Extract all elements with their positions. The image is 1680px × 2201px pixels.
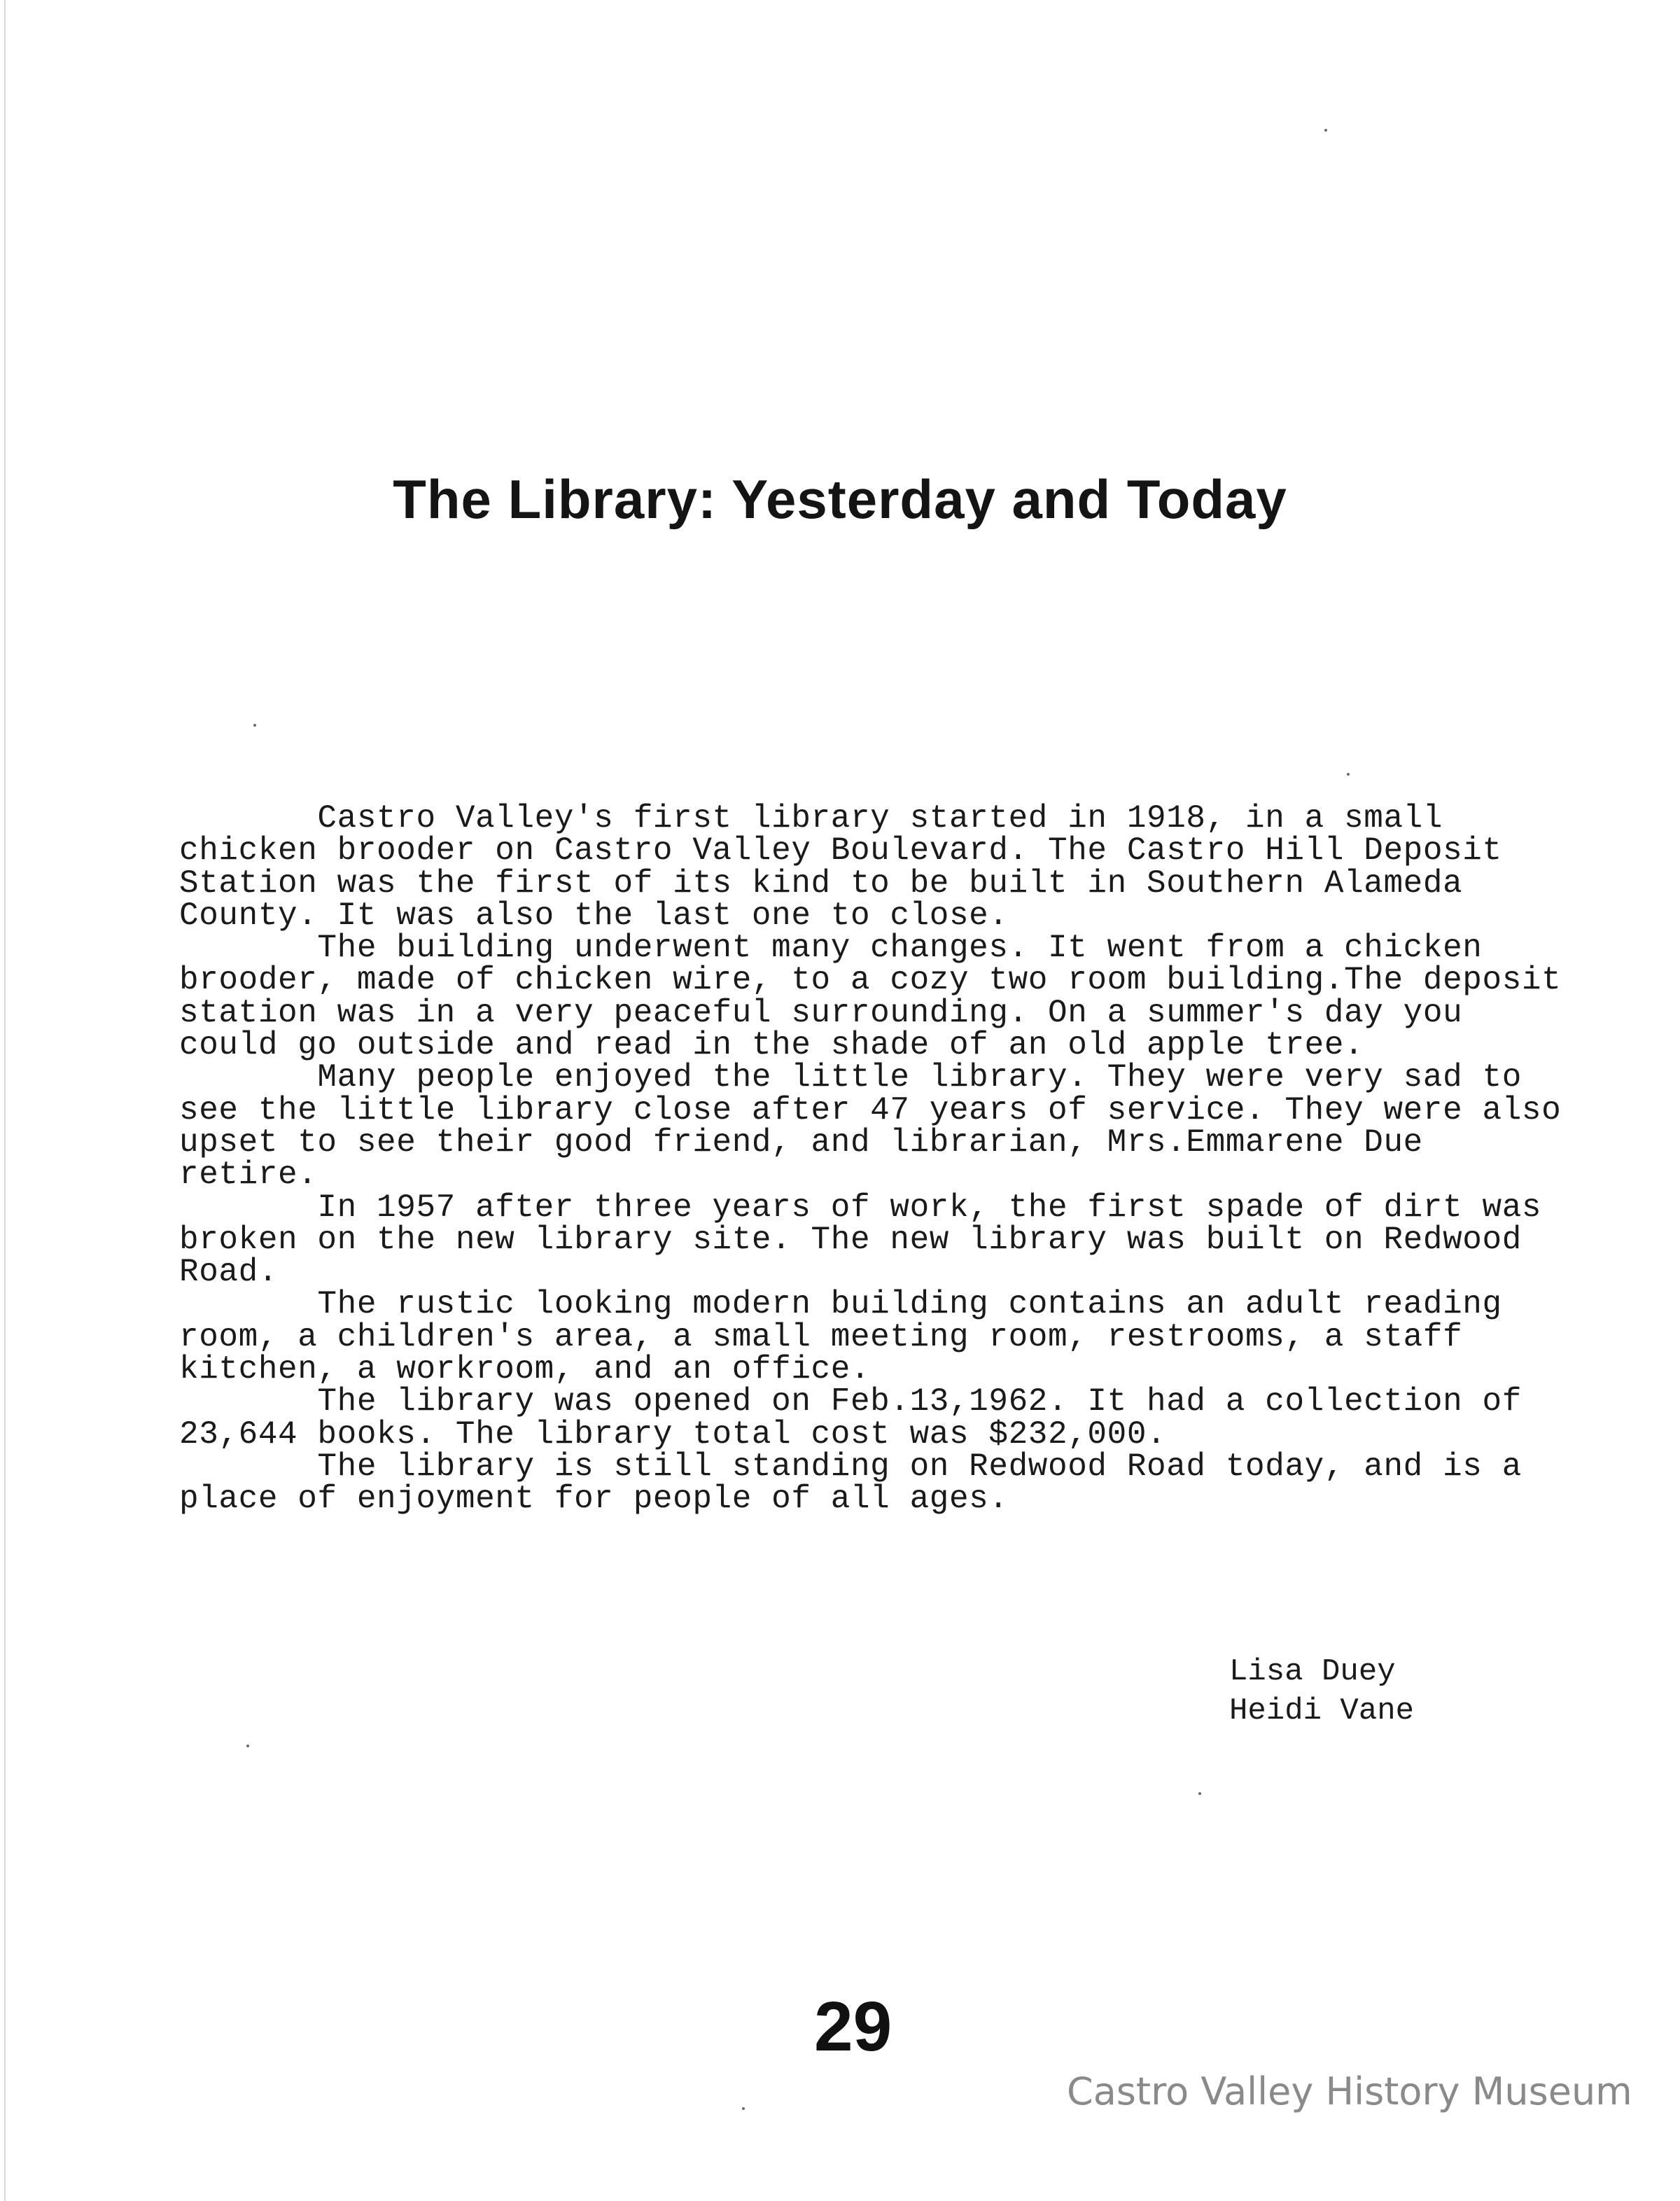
body-line: retire. <box>179 1157 318 1194</box>
body-line: station was in a very peaceful surrounding. On a summer's day you <box>179 994 1463 1031</box>
body-line: place of enjoyment for people of all ages. <box>179 1481 1009 1518</box>
author-name: Lisa Duey <box>1229 1654 1396 1689</box>
scan-speck <box>742 2107 745 2110</box>
scan-speck <box>1198 1792 1201 1795</box>
body-line: chicken brooder on Castro Valley Boulevard. The Castro Hill Deposit <box>179 832 1502 869</box>
body-line: Many people enjoyed the little library. They were very sad to <box>179 1059 1522 1096</box>
scan-speck <box>1324 129 1327 132</box>
body-line: The building underwent many changes. It went from a chicken <box>179 930 1483 967</box>
body-line: In 1957 after three years of work, the first spade of dirt was <box>179 1189 1542 1226</box>
body-line: upset to see their good friend, and librarian, Mrs.Emmarene Due <box>179 1124 1423 1161</box>
body-line: 23,644 books. The library total cost was $232,000. <box>179 1416 1167 1453</box>
body-line: The library was opened on Feb.13,1962. It had a collection of <box>179 1383 1522 1420</box>
museum-watermark: Castro Valley History Museum <box>1067 2069 1632 2113</box>
scan-edge <box>4 0 6 2201</box>
page-title: The Library: Yesterday and Today <box>393 468 1287 530</box>
scan-speck <box>1347 773 1350 776</box>
body-line: kitchen, a workroom, and an office. <box>179 1351 871 1388</box>
scan-speck <box>246 1745 249 1747</box>
body-line: County. It was also the last one to close. <box>179 897 1009 934</box>
body-line: The rustic looking modern building contains an adult reading <box>179 1286 1502 1323</box>
body-line: The library is still standing on Redwood Road today, and is a <box>179 1448 1522 1485</box>
body-line: brooder, made of chicken wire, to a cozy two room building.The deposit <box>179 962 1562 999</box>
author-name: Heidi Vane <box>1229 1693 1415 1728</box>
body-text <box>179 802 1579 1516</box>
scan-speck <box>253 724 256 727</box>
body-line: room, a children's area, a small meeting room, restrooms, a staff <box>179 1318 1463 1355</box>
page-number: 29 <box>814 1987 892 2066</box>
author-list <box>1229 1652 1414 1731</box>
body-line: could go outside and read in the shade of an old apple tree. <box>179 1027 1364 1064</box>
body-line: see the little library close after 47 years of service. They were also <box>179 1091 1562 1129</box>
body-line: Station was the first of its kind to be built in Southern Alameda <box>179 865 1463 902</box>
body-line: broken on the new library site. The new library was built on Redwood <box>179 1221 1522 1258</box>
body-line: Castro Valley's first library started in 1918, in a small <box>179 800 1443 837</box>
body-line: Road. <box>179 1254 279 1291</box>
